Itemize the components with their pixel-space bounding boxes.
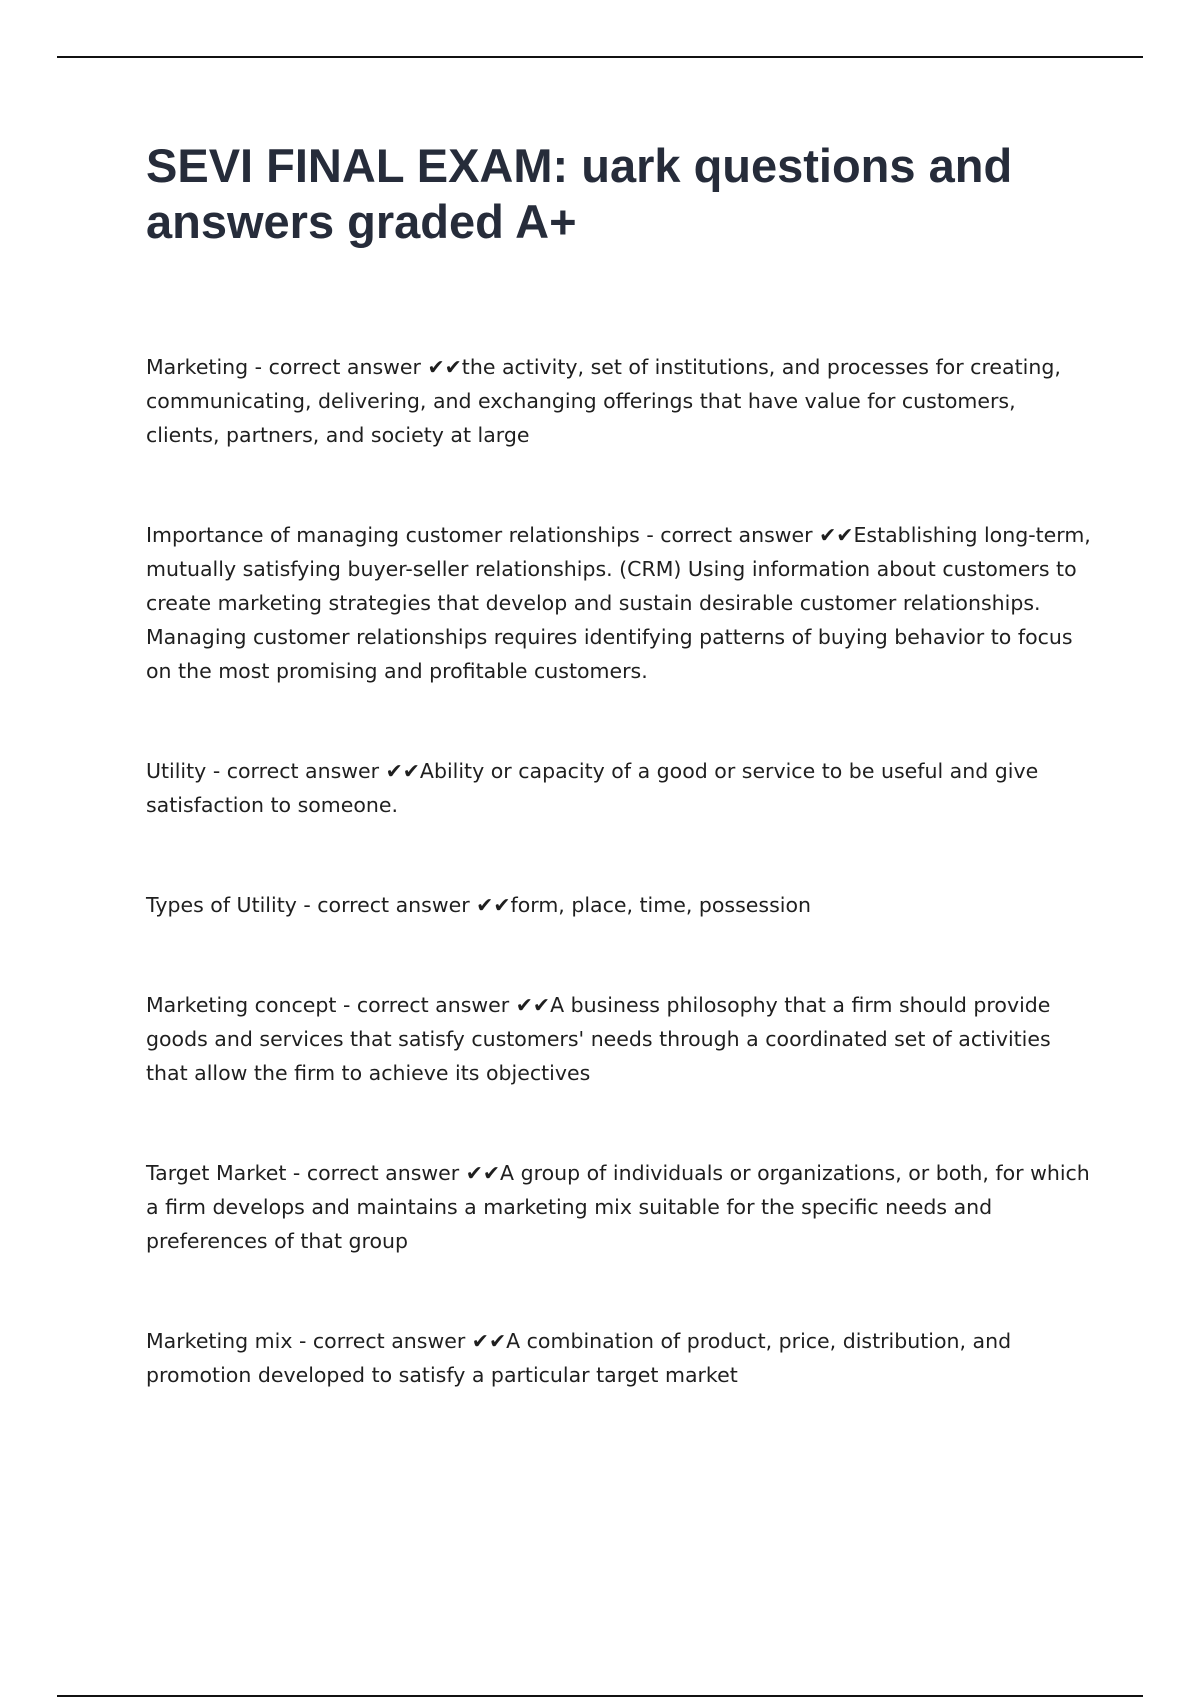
document-title: SEVI FINAL EXAM: uark questions and answers graded A+ — [146, 139, 1013, 248]
qa-entry-marketing-mix: Marketing mix - correct answer ✔✔A combination of product, price, distribution, and promotion developed to satisfy a particular target market — [146, 1329, 1012, 1387]
document-content — [146, 138, 1091, 1458]
qa-entry-marketing: Marketing - correct answer ✔✔the activity, set of institutions, and processes for creating, communicating, delivering, and exchanging offerings that have value for customers, clients, partners, and society at large — [146, 355, 1061, 447]
qa-entry-types-of-utility: Types of Utility - correct answer ✔✔form, place, time, possession — [146, 893, 811, 917]
qa-entry-utility: Utility - correct answer ✔✔Ability or capacity of a good or service to be useful and give satisfaction to someone. — [146, 759, 1039, 817]
top-divider — [57, 56, 1143, 58]
qa-entry-marketing-concept: Marketing concept - correct answer ✔✔A business philosophy that a firm should provide goods and services that satisfy customers' needs through a coordinated set of activities that allow the firm to achieve its objectives — [146, 993, 1051, 1085]
bottom-divider — [57, 1695, 1143, 1697]
qa-entries — [146, 350, 1091, 1392]
qa-entry-target-market: Target Market - correct answer ✔✔A group of individuals or organizations, or both, for which a firm develops and maintains a marketing mix suitable for the specific needs and preferences of that group — [146, 1161, 1090, 1253]
qa-entry-customer-relationships: Importance of managing customer relationships - correct answer ✔✔Establishing long-term, mutually satisfying buyer-seller relationships. (CRM) Using information about customers to create marketing strategies that develop and sustain desirable customer relationships. Managing customer relationships requires identifying patterns of buying behavior to focus on the most promising and profitable customers. — [146, 523, 1091, 683]
